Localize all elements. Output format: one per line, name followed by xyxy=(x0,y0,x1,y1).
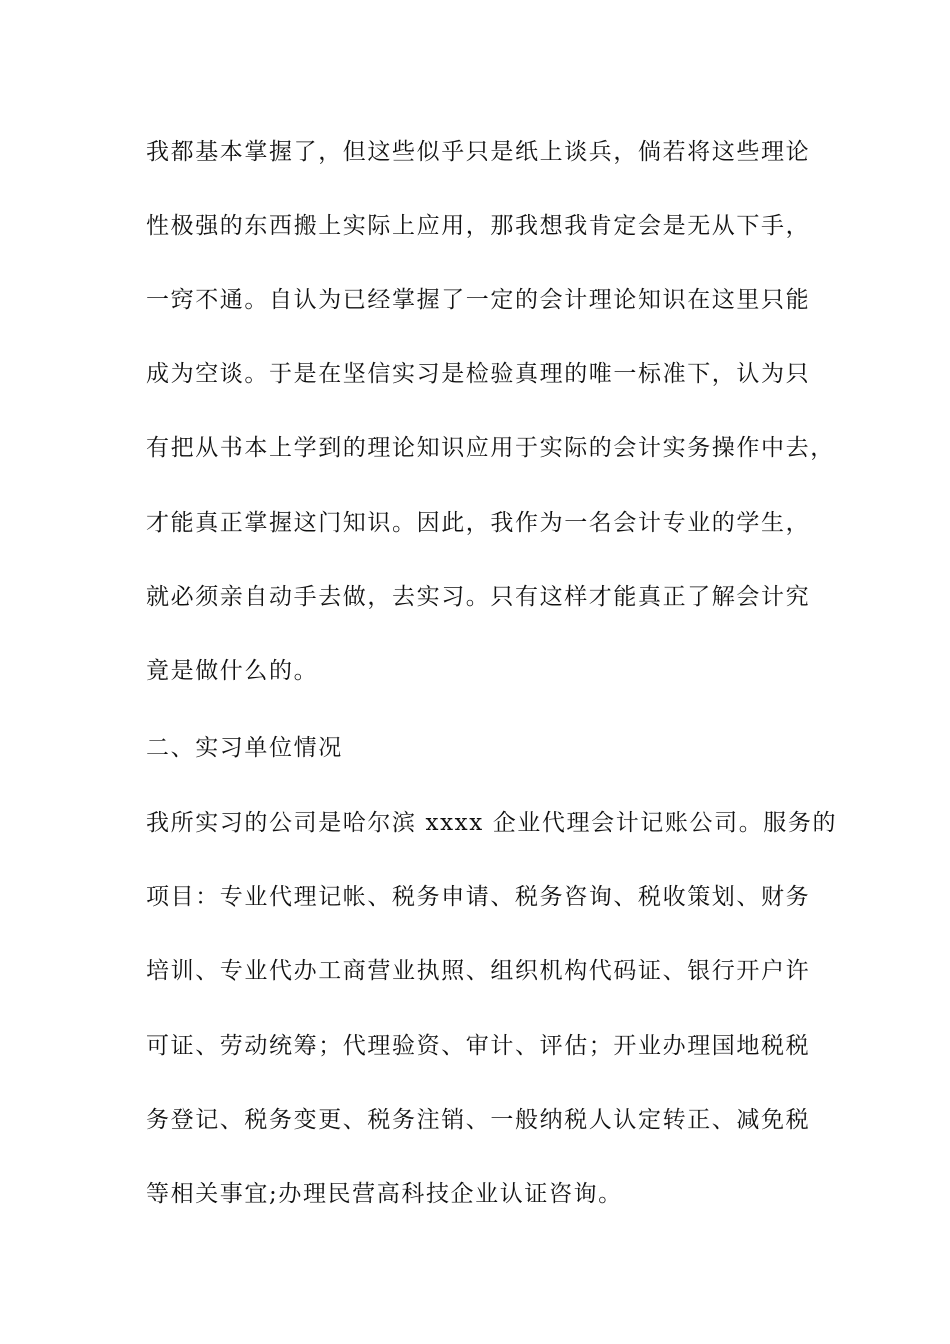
paragraph-line: 竟是做什么的。 xyxy=(146,658,319,684)
paragraph-line: 培训、专业代办工商营业执照、组织机构代码证、银行开户许 xyxy=(146,958,811,984)
paragraph-line: 就必须亲自动手去做，去实习。只有这样才能真正了解会计究 xyxy=(146,584,811,610)
paragraph-line: 成为空谈。于是在坚信实习是检验真理的唯一标准下，认为只 xyxy=(146,361,811,387)
paragraph-line: 我都基本掌握了，但这些似乎只是纸上谈兵，倘若将这些理论 xyxy=(146,139,811,165)
paragraph-line: 才能真正掌握这门知识。因此，我作为一名会计专业的学生， xyxy=(146,510,811,536)
paragraph-line: 务登记、税务变更、税务注销、一般纳税人认定转正、减免税 xyxy=(146,1107,811,1133)
paragraph-line: 有把从书本上学到的理论知识应用于实际的会计实务操作中去， xyxy=(146,435,835,461)
paragraph-line: 我所实习的公司是哈尔滨 xxxx 企业代理会计记账公司。服务的 xyxy=(146,810,838,836)
paragraph-line: 性极强的东西搬上实际上应用，那我想我肯定会是无从下手， xyxy=(146,213,811,239)
paragraph-line: 可证、劳动统筹；代理验资、审计、评估；开业办理国地税税 xyxy=(146,1033,811,1059)
paragraph-line: 等相关事宜;办理民营高科技企业认证咨询。 xyxy=(146,1181,623,1207)
paragraph-line: 一窍不通。自认为已经掌握了一定的会计理论知识在这里只能 xyxy=(146,287,811,313)
section-heading: 二、实习单位情况 xyxy=(146,735,343,761)
paragraph-line: 项目：专业代理记帐、税务申请、税务咨询、税收策划、财务 xyxy=(146,884,811,910)
